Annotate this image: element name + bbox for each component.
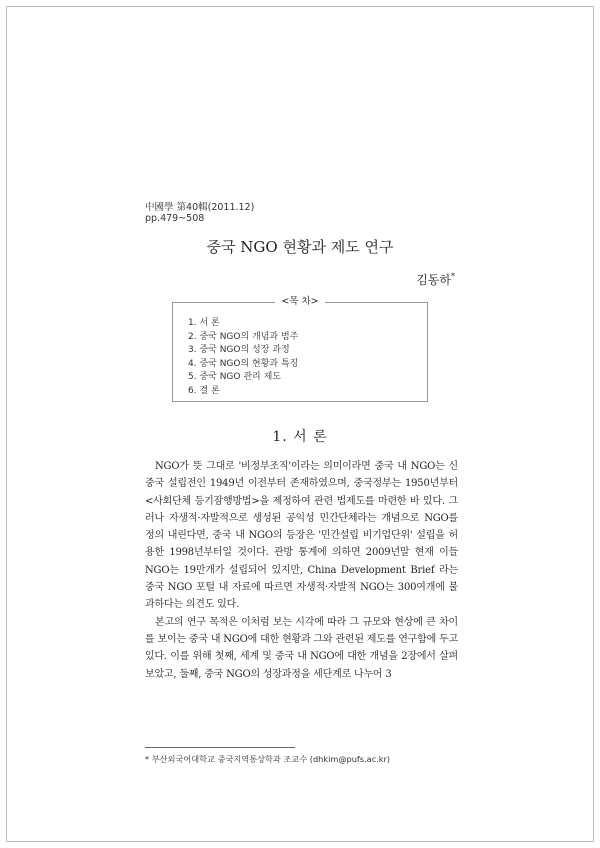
toc-item: 3. 중국 NGO의 성장 과정 [188, 345, 290, 356]
toc-heading [173, 296, 427, 308]
author-name: 김동하 [416, 273, 451, 287]
author [416, 271, 455, 288]
toc-item: 5. 중국 NGO 관리 제도 [188, 372, 281, 383]
toc-item: 6. 결 론 [188, 385, 220, 396]
body-text [145, 458, 458, 683]
journal-info [145, 202, 254, 224]
page-border [6, 6, 594, 842]
toc-list [188, 317, 298, 399]
table-of-contents [172, 296, 428, 402]
footnote: * 부산외국어대학교 중국지역통상학과 조교수 (dhkim@pufs.ac.kr) [145, 754, 391, 764]
footnote-rule [145, 747, 295, 748]
author-footnote-mark: * [451, 272, 455, 281]
toc-item: 4. 중국 NGO의 현황과 특징 [188, 358, 299, 369]
paragraph: NGO가 뜻 그대로 '비정부조직'이라는 의미이라면 중국 내 NGO는 신중국 설립전인 1949년 이전부터 존재하였으며, 중국정부는 1950년부터 <사회단체 등기잠행방법>을 제정하여 관련 법제도를 마련한 바 있다. 그러나 자생적·자발적으로 생성된 공익성 민간단체라는 개념으로 NGO를 정의 내린다면, 중국 내 NGO의 등장은 '민간설립 비기업단위' 설립을 허용한 1998년부터일 것이다. 관방 통계에 의하면 2009년말 현재 이들 NGO는 19만개가 설립되어 있지만, China Development Brief 라는 중국 NGO 포털 내 자료에 따르면 자생적·자발적 NGO는 300여개에 불과하다는 의견도 있다. [145, 461, 458, 611]
toc-item: 2. 중국 NGO의 개념과 범주 [188, 331, 299, 342]
journal-line: 中國學 第40輯(2011.12) [145, 202, 255, 213]
paragraph: 본고의 연구 목적은 이처럼 보는 시각에 따라 그 규모와 현상에 큰 차이를 보이는 중국 내 NGO에 대한 현황과 그와 관련된 제도를 연구함에 두고 있다. 이를 위해 첫째, 세계 및 중국 내 NGO에 대한 개념을 2장에서 살펴보았고, 둘째, 중국 NGO의 성장과정을 세단계로 나누어 3 [145, 616, 458, 680]
toc-item: 1. 서 론 [188, 318, 220, 328]
paper-title: 중국 NGO 현황과 제도 연구 [206, 238, 394, 256]
section-heading: 1. 서 론 [272, 429, 328, 445]
toc-heading-text: <목 차> [275, 296, 324, 307]
page-range: pp.479~508 [145, 213, 205, 224]
